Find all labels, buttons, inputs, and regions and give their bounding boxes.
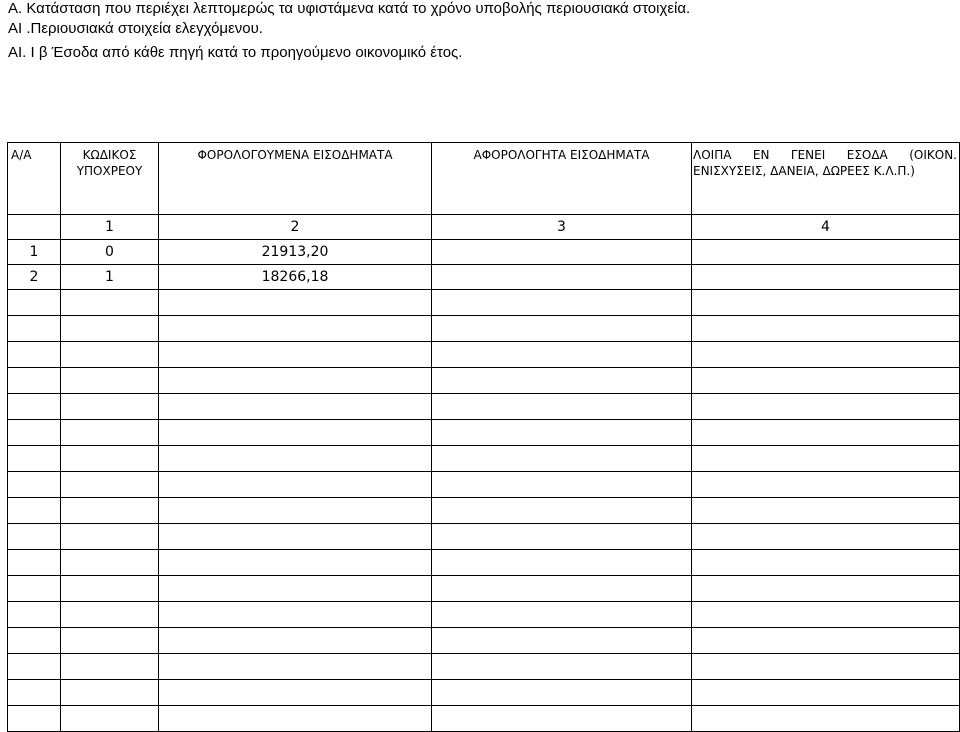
empty-row	[8, 576, 960, 602]
table-row	[8, 265, 960, 290]
table-header-row	[8, 143, 960, 215]
empty-row	[8, 680, 960, 706]
row-taxpayer-code: 0	[61, 240, 159, 265]
row-tax-free-income	[432, 265, 692, 290]
header-tax-free-income: ΑΦΟΡΟΛΟΓΗΤΑ ΕΙΣΟΔΗΜΑΤΑ	[432, 143, 692, 215]
empty-row	[8, 472, 960, 498]
header-taxpayer-code: ΚΩΔΙΚΟΣ ΥΠΟΧΡΕΟΥ	[61, 143, 159, 215]
empty-row	[8, 394, 960, 420]
header-other-income: ΛΟΙΠΑ ΕΝ ΓΕΝΕΙ ΕΣΟΔΑ (ΟΙΚΟΝ. ΕΝΙΣΧΥΣΕΙΣ, ΔΑΝΕΙΑ, ΔΩΡΕΕΣ Κ.Λ.Π.)	[692, 143, 960, 215]
header-aa: Α/Α	[8, 143, 61, 215]
empty-row	[8, 654, 960, 680]
column-number-cell	[8, 215, 61, 240]
empty-row	[8, 550, 960, 576]
sub-subsection-title: ΑΙ. Ι β Έσοδα από κάθε πηγή κατά το προηγούμενο οικονομικό έτος.	[8, 44, 463, 61]
row-tax-free-income	[432, 240, 692, 265]
empty-row	[8, 420, 960, 446]
empty-row	[8, 706, 960, 732]
empty-row	[8, 342, 960, 368]
column-number-cell: 4	[692, 215, 960, 240]
empty-row	[8, 524, 960, 550]
empty-row	[8, 602, 960, 628]
row-taxable-income: 21913,20	[159, 240, 432, 265]
column-number-cell: 2	[159, 215, 432, 240]
subsection-title: ΑΙ .Περιουσιακά στοιχεία ελεγχόμενου.	[8, 20, 263, 37]
row-other-income	[692, 240, 960, 265]
empty-row	[8, 446, 960, 472]
column-numbers-row	[8, 215, 960, 240]
empty-row	[8, 316, 960, 342]
column-number-cell: 1	[61, 215, 159, 240]
header-taxable-income: ΦΟΡΟΛΟΓΟΥΜΕΝΑ ΕΙΣΟΔΗΜΑΤΑ	[159, 143, 432, 215]
column-number-cell: 3	[432, 215, 692, 240]
empty-row	[8, 368, 960, 394]
empty-row	[8, 498, 960, 524]
empty-row	[8, 290, 960, 316]
row-other-income	[692, 265, 960, 290]
empty-row	[8, 628, 960, 654]
row-taxable-income: 18266,18	[159, 265, 432, 290]
row-taxpayer-code: 1	[61, 265, 159, 290]
row-aa: 1	[8, 240, 61, 265]
row-aa: 2	[8, 265, 61, 290]
table-row	[8, 240, 960, 265]
section-title: Α. Κατάσταση που περιέχει λεπτομερώς τα υφιστάμενα κατά το χρόνο υποβολής περιουσιακά στοιχεία.	[8, 0, 691, 17]
income-table	[7, 142, 960, 732]
